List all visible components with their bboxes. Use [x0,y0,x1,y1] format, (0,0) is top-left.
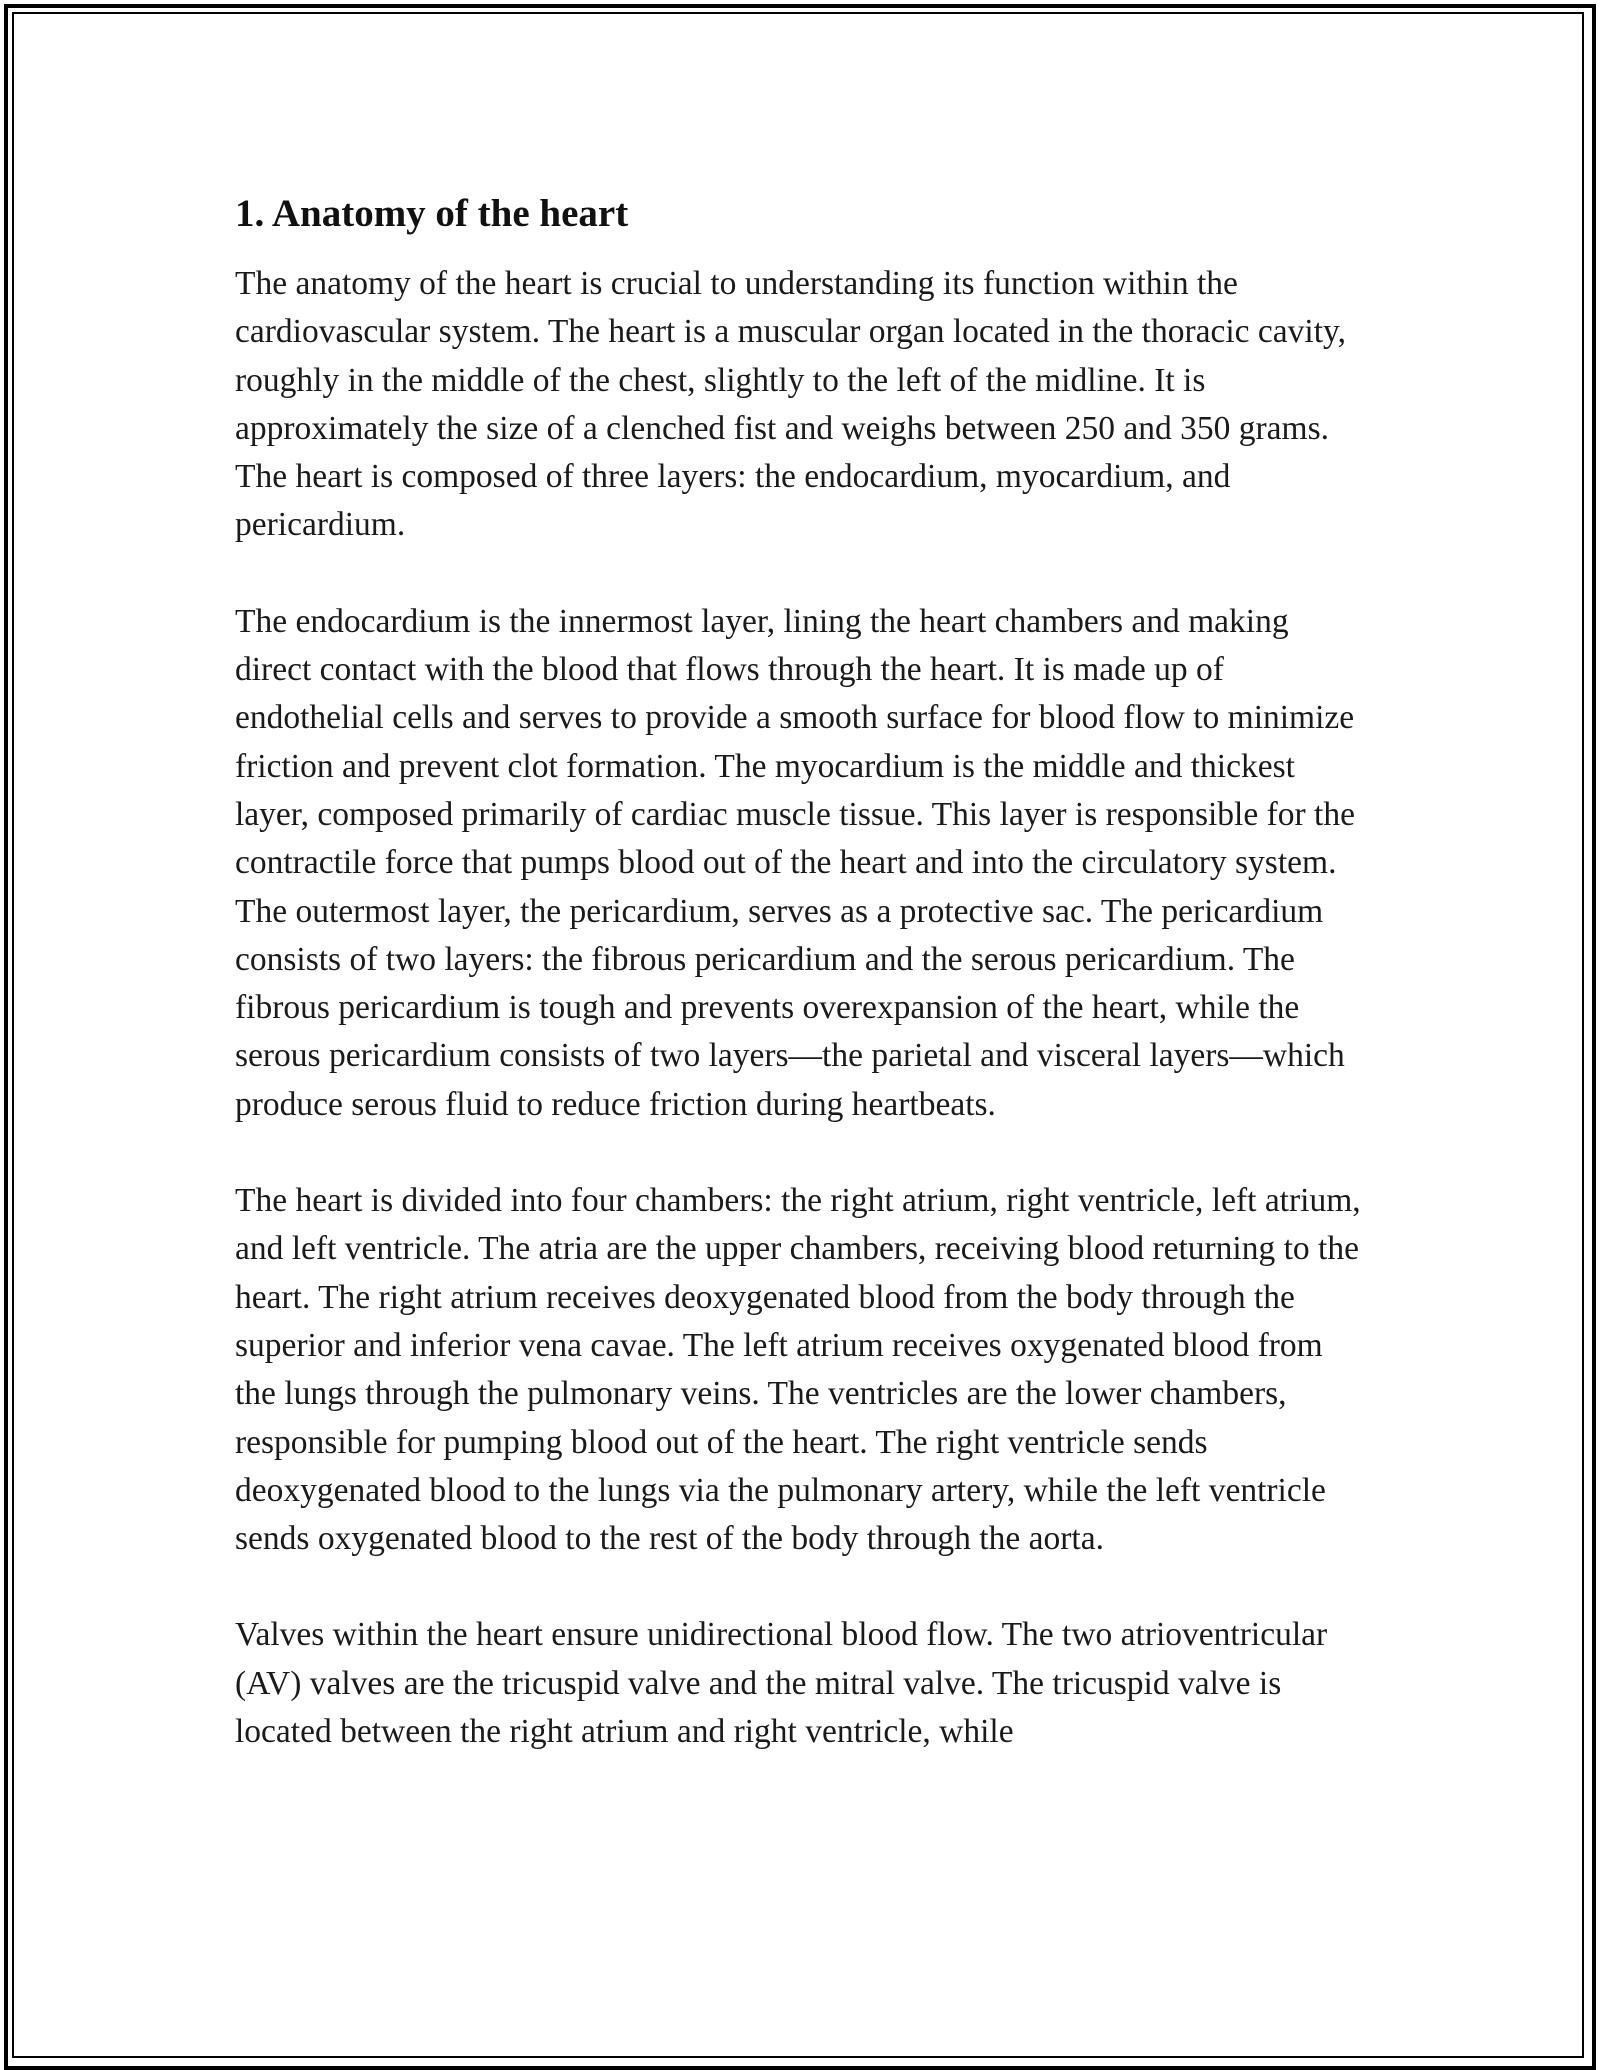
paragraph-heart-overview: The anatomy of the heart is crucial to understanding its function within the cardiovascular system. The heart is a muscular organ located in the thoracic cavity, roughly in the middle of the chest, slightly to the left of the midline. It is approximately the size of a clenched fist and weighs between 250 and 350 grams. The heart is composed of three layers: the endocardium, myocardium, and pericardium. [235,265,1346,544]
paragraph-heart-chambers: The heart is divided into four chambers: the right atrium, right ventricle, left atrium, and left ventricle. The atria are the upper chambers, receiving blood returning to the heart. The right atrium receives deoxygenated blood from the body through the superior and inferior vena cavae. The left atrium receives oxygenated blood from the lungs through the pulmonary veins. The ventricles are the lower chambers, responsible for pumping blood out of the heart. The right ventricle sends deoxygenated blood to the lungs via the pulmonary artery, while the left ventricle sends oxygenated blood to the rest of the body through the aorta. [235,1182,1361,1558]
body-text [235,260,1370,1756]
paragraph-heart-layers: The endocardium is the innermost layer, lining the heart chambers and making direct contact with the blood that flows through the heart. It is made up of endothelial cells and serves to provide a smooth surface for blood flow to minimize friction and prevent clot formation. The myocardium is the middle and thickest layer, composed primarily of cardiac muscle tissue. This layer is responsible for the contractile force that pumps blood out of the heart and into the circulatory system. The outermost layer, the pericardium, serves as a protective sac. The pericardium consists of two layers: the fibrous pericardium and the serous pericardium. The fibrous pericardium is tough and prevents overexpansion of the heart, while the serous pericardium consists of two layers—the parietal and visceral layers—which produce serous fluid to reduce friction during heartbeats. [235,602,1355,1123]
section-heading: 1. Anatomy of the heart [235,192,629,235]
page-content [235,184,1370,1804]
paragraph-heart-valves: Valves within the heart ensure unidirectional blood flow. The two atrioventricular (AV) valves are the tricuspid valve and the mitral valve. The tricuspid valve is located between the right atrium and right ventricle, while [235,1616,1328,1751]
